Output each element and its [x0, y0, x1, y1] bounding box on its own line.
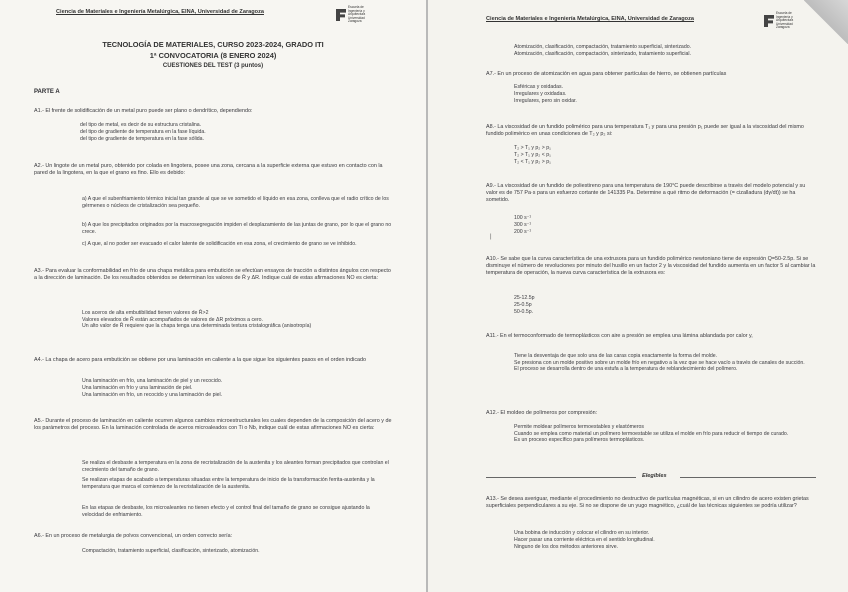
options-a6-continued: [514, 44, 691, 58]
options-a13: [514, 530, 655, 551]
option-text: Se realiza el desbaste a temperatura en la zona de recristalización de la austenita y los aleantes forman precipitados que controlan el crecimiento del tamaño de grano.: [82, 460, 389, 473]
university-logo: [764, 12, 806, 30]
page-corner-fold: [804, 0, 848, 44]
exam-title: TECNOLOGÍA DE MATERIALES, CURSO 2023-2024, GRADO ITI: [102, 40, 324, 49]
options-a9: [514, 215, 531, 236]
question-a5: A5.- Durante el proceso de laminación en caliente ocurren algunos cambios microestructurales les cuales dependen de la composición del acero y de los parámetros del proceso. En la laminación controlada de aceros microaleados con Ti o Nb, indique cuál de estas afirmaciones NO es cierta:: [34, 418, 392, 431]
logo-text: Escuela de Ingeniería y Arquitectura Universidad Zaragoza: [776, 11, 794, 30]
option: Los aceros de alta embutibilidad tienen valores de R̄>2: [82, 310, 209, 316]
question-a9: A9.- La viscosidad de un fundido de poliestireno para una temperatura de 190°C puede describirse a través del modelo potencial y su valor es de 757 Pa·s para un esfuerzo cortante de 141335 Pa. Determine a qué ritmo de deformación (= cizalladura (dγ/dt)) se ha sometido.: [486, 183, 806, 203]
options-a12: [514, 424, 814, 444]
options-a4: [82, 378, 222, 399]
option: del tipo de metal, es decir de su estructura cristalina.: [80, 122, 202, 128]
option: 200 s⁻¹: [514, 228, 532, 235]
options-a7: [514, 84, 577, 105]
option: Tiene la desventaja de que solo una de las caras copia exactamente la forma del molde.: [514, 353, 718, 359]
option: T₂ > T₁ y p₂ > p₁: [514, 145, 551, 151]
question-a7: A7.- En un proceso de atomización en agua para obtener partículas de hierro, se obtienen partículas: [486, 71, 727, 77]
option: del tipo de gradiente de temperatura en la fase líquida.: [80, 128, 206, 135]
options-a1: [80, 122, 206, 143]
university-logo: [336, 6, 378, 24]
question-a6: A6.- En un proceso de metalurgia de polvos convencional, un orden correcto sería:: [34, 533, 233, 539]
question-a3: A3.- Para evaluar la conformabilidad en frío de una chapa metálica para embutición se efectúan ensayos de tracción a distintos ángulos con respecto a la dirección de laminación. De los resultados obtenidos se determinan los valores de R̄ y ΔR. Indique cuál de estas afirmaciones NO es cierta:: [34, 268, 391, 281]
divider-left: [486, 477, 636, 478]
question-a8: A8.- La viscosidad de un fundido polimérico para una temperatura T₁ y para una presión p₁ puede ser igual a la viscosidad del mismo fundido polimérico en unas condiciones de T₂ y p₂ si:: [486, 124, 804, 137]
options-a11: [514, 353, 814, 373]
option: Irregulares, pero sin oxidar.: [514, 97, 577, 104]
logo-text: Escuela de Ingeniería y Arquitectura Universidad Zaragoza: [348, 5, 366, 24]
question-a2: A2.- Un lingote de un metal puro, obtenido por colada en lingotera, posee una zona, cercana a la superficie externa que estuvo en contacto con la pared de la lingotera, en la que el grano es fino. Ello es debido:: [34, 163, 383, 176]
exam-subtitle: 1ª CONVOCATORIA (8 ENERO 2024): [149, 51, 277, 60]
logo-icon: [764, 15, 774, 27]
option-a5-3: [82, 505, 392, 518]
option: Cuando se emplea como material un polímero termoestable se utiliza el molde en frío para reducir el tiempo de curado.: [514, 430, 789, 437]
question-a4: A4.- La chapa de acero para embutición se obtiene por una laminación en caliente a la que sigue los siguientes pasos en el orden indicado: [34, 357, 367, 363]
option: Una bobina de inducción y colocar el cilindro en su interior.: [514, 530, 650, 536]
question-a11: A11.- En el termoconformado de termoplásticos con aire a presión se emplea una lámina ablandada por calor y,: [486, 333, 753, 339]
option: 25-0.5p: [514, 301, 532, 308]
options-a8: [514, 145, 551, 166]
option: Un alto valor de R̄ requiere que la chapa tenga una determinada textura cristalográfica (anisotropía): [82, 323, 312, 330]
option: 50-0.5p.: [514, 308, 534, 315]
section-heading: PARTE A: [34, 89, 60, 95]
options-a6: [82, 548, 260, 555]
divider-right: [680, 477, 816, 478]
option: Esféricas y oxidadas.: [514, 84, 564, 90]
option-text: a) A que el subenfriamiento térmico inicial tan grande al que se ve sometido el líquido en esa zona, conlleva que el radio crítico de los gérmenes o núcleos de cristalización sea pequeño.: [82, 196, 389, 209]
option: del tipo de gradiente de temperatura en la fase sólida.: [80, 135, 205, 142]
header-institution: Ciencia de Materiales e Ingeniería Metalúrgica, EINA, Universidad de Zaragoza: [486, 16, 694, 22]
elegibles-heading: Elegibles: [642, 473, 667, 479]
option-a5-2: [82, 477, 392, 490]
option: Atomización, clasificación, compactación, sinterizado, tratamiento superficial.: [514, 50, 692, 57]
option: Valores elevados de R̄ están acompañados de valores de ΔR próximos a cero.: [82, 316, 263, 323]
pen-mark: |: [490, 234, 492, 240]
question-a13: A13.- Se desea averiguar, mediante el procedimiento no destructivo de partículas magnéticas, si en un cilindro de acero existen grietas superficiales perpendiculares a su eje. Si no se dispone de un yugo magnético, ¿cuál de las técnicas siguientes se podría utilizar?: [486, 496, 809, 509]
option: Compactación, tratamiento superficial, clasificación, sinterizado, atomización.: [82, 548, 260, 554]
option: 100 s⁻¹: [514, 215, 532, 221]
exam-subtitle-2: CUESTIONES DEL TEST (3 puntos): [162, 63, 264, 69]
option: T₂ < T₁ y p₂ > p₁: [514, 158, 551, 165]
option-a2-a: [82, 196, 392, 209]
option-a2-b: [82, 222, 392, 235]
option: El proceso se desarrolla dentro de una estufa a la temperatura de reblandecimiento del polímero.: [514, 366, 738, 373]
option: T₂ > T₁ y p₂ < p₁: [514, 151, 551, 158]
option: Es un proceso específico para polímeros termoplásticos.: [514, 437, 645, 444]
option: Permite moldear polímeros termoestables y elastómeros: [514, 424, 645, 430]
question-a1: A1.- El frente de solidificación de un metal puro puede ser plano o dendrítico, dependiendo:: [34, 108, 253, 114]
option-a2-c: [82, 241, 392, 248]
question-a12: A12.- El moldeo de polímeros por compresión:: [486, 410, 598, 416]
option: Una laminación en frío, un recocido y una laminación de piel.: [82, 391, 223, 398]
header-institution: Ciencia de Materiales e Ingeniería Metalúrgica, EINA, Universidad de Zaragoza: [56, 9, 264, 15]
option: Ninguno de los dos métodos anteriores sirve.: [514, 543, 619, 550]
option: 25-12.5p: [514, 295, 535, 301]
option-text: b) A que los precipitados originados por la macrosegregación impiden el desplazamiento de las juntas de grano, por lo que el grano no crece.: [82, 222, 392, 235]
option-a5-1: [82, 460, 392, 473]
logo-icon: [336, 9, 346, 21]
option: Hacer pasar una corriente eléctrica en el sentido longitudinal.: [514, 536, 655, 543]
option: Irregulares y oxidadas.: [514, 90, 567, 97]
option-text: Se realizan etapas de acabado a temperaturas situadas entre la temperatura de inicio de la transformación ferrita-austenita y la temperatura que marca el comienzo de la recristalización de la austenita.: [82, 477, 375, 490]
options-a10: [514, 295, 534, 316]
option: 300 s⁻¹: [514, 221, 532, 228]
option: Una laminación en frío, una laminación de piel y un recocido.: [82, 378, 223, 384]
option-text: En las etapas de desbaste, los microaleantes no tienen efecto y el control final del tamaño de grano se consigue ajustando la velocidad de enfriamiento.: [82, 505, 370, 518]
option: Atomización, clasificación, compactación, tratamiento superficial, sinterizado.: [514, 44, 692, 50]
right-page: [428, 0, 848, 592]
option-text: c) A que, al no poder ser evacuado el calor latente de solidificación en esa zona, el crecimiento de grano se ve inhibido.: [82, 241, 357, 247]
options-a3: [82, 310, 392, 330]
option: Se presiona con un molde positivo sobre un molde frío en negativo a la vez que se hace vacío a través de canales de succión.: [514, 359, 805, 366]
option: Una laminación en frío y una laminación de piel.: [82, 384, 193, 391]
question-a10: A10.- Se sabe que la curva característica de una extrusora para un fundido polimérico newtoniano tiene de expresión Q=50-2.5p. Si se disminuye el número de revoluciones por minuto del husillo en un factor 2 y la viscosidad del fundido aumenta en un factor 5 al cambiar la temperatura de operación, la nueva curva característica de la extrusora es:: [486, 256, 816, 276]
